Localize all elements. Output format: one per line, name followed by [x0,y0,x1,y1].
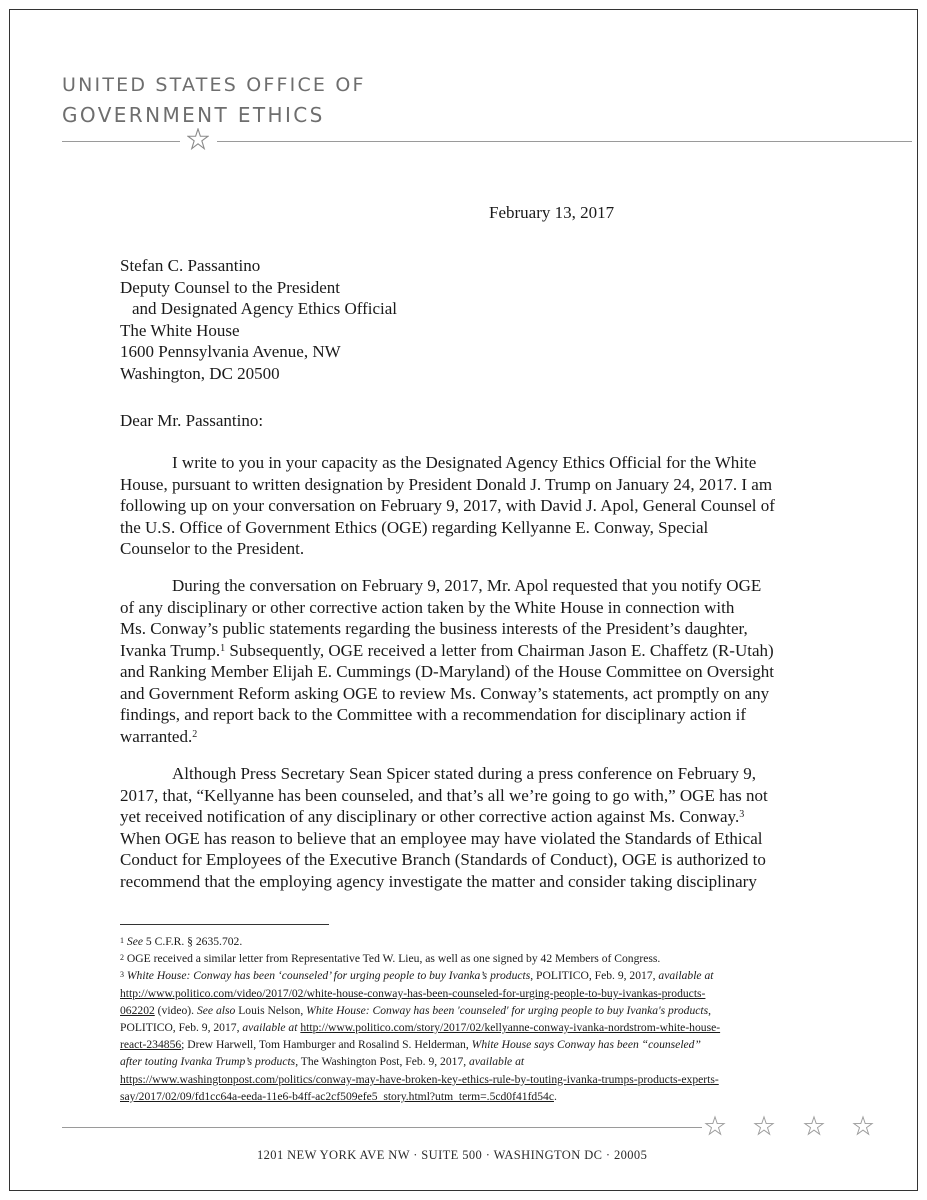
letterhead-rule-right [217,141,912,142]
footnote-separator [120,924,329,925]
footnote-signal: See [126,935,143,948]
footnote-text: (video). [154,1003,197,1017]
footnote-signal: available at [658,969,714,983]
footnote-text: POLITICO, Feb. 9, 2017, [120,1021,243,1035]
footnote-text: . [553,1089,557,1103]
footnote-3-line [120,1019,820,1036]
paragraph-3 [120,763,832,892]
paragraph-line: I write to you in your capacity as the Designated Agency Ethics Official for the White [172,453,757,472]
paragraph-line: Counselor to the President. [120,539,305,558]
paragraph-line: recommend that the employing agency investigate the matter and consider taking disciplinary [120,871,757,891]
paragraph-line: Although Press Secretary Sean Spicer stated during a press conference on February 9, [172,764,756,783]
footnote-link[interactable]: http://www.politico.com/story/2017/02/kellyanne-conway-ivanka-nordstrom-white-house- [300,1021,721,1035]
footer-address: 1201 NEW YORK AVE NW · SUITE 500 · WASHINGTON DC · 20005 [257,1148,648,1162]
star-icon [187,128,209,150]
footnote-link[interactable]: 062202 [120,1003,155,1017]
letter-date: February 13, 2017 [489,203,615,222]
footnote-3-line [120,1053,820,1070]
star-icon [852,1115,874,1137]
paragraph-line [120,806,832,828]
footnote-1 [120,933,820,950]
paragraph-line: House, pursuant to written designation by President Donald J. Trump on January 24, 2017. I am [120,474,773,494]
paragraph-line [120,726,832,748]
footnote-3-line [120,985,820,1002]
footer-rule [62,1127,702,1128]
paragraph-line: 2017, that, “Kellyanne has been counseled, and that’s all we’re going to go with,” OGE has not [120,785,768,805]
star-icon [753,1115,775,1137]
paragraph-2 [120,575,832,747]
footnote-link[interactable]: say/2017/02/09/fd1cc64a-eeda-11e6-b4ff-ac2cf509efe5_story.html?utm_term=.5cd0f41fd54c [120,1089,554,1103]
footnote-title: White House: Conway has been ‘counseled’ for urging people to buy Ivanka’s products [124,969,531,983]
footnote-ref-2[interactable]: 2 [192,728,198,740]
footnote-text: OGE received a similar letter from Representative Ted W. Lieu, as well as one signed by 42 Members of Congress. [124,952,661,966]
footnote-ref-3[interactable]: 3 [739,809,745,820]
footnote-2 [120,950,820,967]
paragraph-line [120,640,832,662]
footnote-link[interactable]: https://www.washingtonpost.com/politics/conway-may-have-broken-key-ethics-rule-by-touting-ivanka-trumps-products-experts- [120,1072,719,1086]
footnote-text: , The Washington Post, Feb. 9, 2017, [295,1055,470,1069]
paragraph-1 [120,452,832,560]
paragraph-line: following up on your conversation on February 9, 2017, with David J. Apol, General Counsel of [120,496,775,515]
footnote-3-line [120,1071,820,1088]
recipient-line: Washington, DC 20500 [120,363,280,383]
footnote-text: , POLITICO, Feb. 9, 2017, [530,969,659,983]
paragraph-line: During the conversation on February 9, 2017, Mr. Apol requested that you notify OGE [172,576,762,595]
paragraph-line: the U.S. Office of Government Ethics (OGE) regarding Kellyanne E. Conway, Special [120,517,709,537]
footnote-3-line [120,1002,820,1019]
footer-stars [704,1115,874,1137]
footnote-title: White House says Conway has been “counseled” [471,1038,701,1052]
footnote-link[interactable]: http://www.politico.com/video/2017/02/white-house-conway-has-been-counseled-for-urging-people-to-buy-ivankas-products- [120,986,706,1000]
footnote-signal: available at [242,1021,298,1035]
footnote-number: 2 [120,953,124,963]
paragraph-line: and Ranking Member Elijah E. Cummings (D-Maryland) of the House Committee on Oversight [120,662,774,681]
paragraph-line: findings, and report back to the Committee with a recommendation for disciplinary action if [120,705,746,724]
footnote-signal: See also [196,1003,236,1017]
paragraph-line: Conduct for Employees of the Executive Branch (Standards of Conduct), OGE is authorized to [120,850,766,869]
letterhead-line2: GOVERNMENT ETHICS [62,103,325,127]
footnote-number: 3 [120,970,124,980]
footnote-number: 1 [120,936,124,945]
paragraph-fragment: yet received notification of any disciplinary or other corrective action against Ms. Conway. [120,807,740,826]
footnote-link[interactable]: react-234856 [120,1038,182,1052]
recipient-line: Deputy Counsel to the President [120,277,341,297]
letterhead-rule-left [62,141,180,142]
recipient-line: Stefan C. Passantino [120,256,261,275]
recipient-address [120,255,397,384]
footnote-text: Louis Nelson, [235,1003,307,1017]
footnote-ref-1[interactable]: 1 [220,642,226,654]
paragraph-fragment: Subsequently, OGE received a letter from Chairman Jason E. Chaffetz (R-Utah) [225,640,774,660]
paragraph-fragment: warranted. [120,726,193,746]
footnote-3-line [120,1036,820,1053]
star-icon [704,1115,726,1137]
paragraph-line: When OGE has reason to believe that an employee may have violated the Standards of Ethical [120,828,763,848]
footnote-text: , [708,1003,712,1017]
paragraph-fragment: Ivanka Trump. [120,640,221,660]
footnote-text: 5 C.F.R. § 2635.702. [143,935,243,948]
paragraph-line: of any disciplinary or other corrective action taken by the White House in connection with [120,597,735,617]
footnotes [120,933,820,1105]
footnote-signal: available at [469,1055,525,1069]
paragraph-line: Ms. Conway’s public statements regarding the business interests of the President’s daughter, [120,619,748,638]
recipient-line: and Designated Agency Ethics Official [132,299,397,318]
letterhead-line1: UNITED STATES OFFICE OF [62,74,366,96]
footnote-title: White House: Conway has been 'counseled' for urging people to buy Ivanka's products [306,1003,709,1017]
salutation: Dear Mr. Passantino: [120,411,264,430]
star-icon [803,1115,825,1137]
footnote-3-line [120,1088,820,1105]
footnote-title: after touting Ivanka Trump’s products [120,1055,296,1069]
recipient-line: The White House [120,320,240,340]
footnote-text: ; Drew Harwell, Tom Hamburger and Rosalind S. Helderman, [181,1038,472,1052]
paragraph-line: and Government Reform asking OGE to review Ms. Conway’s statements, act promptly on any [120,683,770,703]
recipient-line: 1600 Pennsylvania Avenue, NW [120,342,341,361]
footnote-3-line [120,967,820,984]
